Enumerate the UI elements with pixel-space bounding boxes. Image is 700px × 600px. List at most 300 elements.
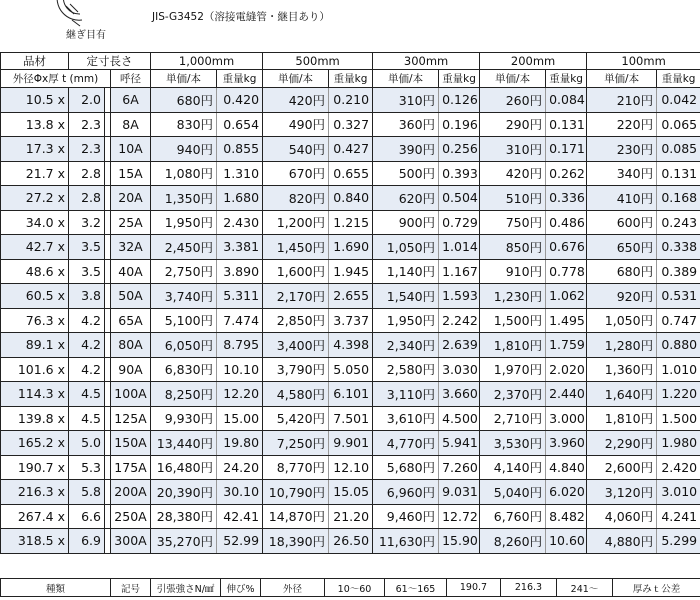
nominal-size-cell: 10A xyxy=(111,137,151,162)
outer-diameter-cell: 76.3 x xyxy=(1,308,69,333)
outer-diameter-cell: 13.8 x xyxy=(1,112,69,137)
thickness-cell: 6.6 xyxy=(69,504,105,529)
outer-diameter-cell: 267.4 x xyxy=(1,504,69,529)
unit-price-cell: 3,110円 xyxy=(373,382,439,407)
weight-cell: 4.500 xyxy=(439,406,480,431)
unit-price-header: 単価/本 xyxy=(151,70,217,88)
unit-price-cell: 9,460円 xyxy=(373,504,439,529)
outer-diameter-cell: 165.2 x xyxy=(1,431,69,456)
unit-price-cell: 1,360円 xyxy=(587,357,657,382)
weight-cell: 52.99 xyxy=(217,529,263,554)
spec-thickness-tolerance-header: 厚みｔ公差 xyxy=(613,579,700,597)
weight-cell: 0.654 xyxy=(217,112,263,137)
thickness-cell: 5.0 xyxy=(69,431,105,456)
outer-diameter-cell: 60.5 x xyxy=(1,284,69,309)
weight-cell: 1.945 xyxy=(329,259,373,284)
weight-cell: 7.260 xyxy=(439,455,480,480)
weight-cell: 0.389 xyxy=(657,259,700,284)
unit-price-cell: 4,880円 xyxy=(587,529,657,554)
table-row xyxy=(1,333,700,358)
nominal-size-cell: 300A xyxy=(111,529,151,554)
weight-cell: 2.430 xyxy=(217,210,263,235)
nominal-size-cell: 32A xyxy=(111,235,151,260)
unit-price-cell: 680円 xyxy=(151,88,217,113)
unit-price-cell: 2,290円 xyxy=(587,431,657,456)
unit-price-cell: 750円 xyxy=(480,210,546,235)
weight-cell: 30.10 xyxy=(217,480,263,505)
unit-price-cell: 2,450円 xyxy=(151,235,217,260)
thickness-cell: 4.2 xyxy=(69,357,105,382)
weight-cell: 0.243 xyxy=(657,210,700,235)
weight-cell: 0.042 xyxy=(657,88,700,113)
unit-price-cell: 1,540円 xyxy=(373,284,439,309)
thickness-cell: 3.5 xyxy=(69,235,105,260)
weight-cell: 0.747 xyxy=(657,308,700,333)
unit-price-cell: 18,390円 xyxy=(263,529,329,554)
unit-price-cell: 940円 xyxy=(151,137,217,162)
unit-price-cell: 1,810円 xyxy=(587,406,657,431)
unit-price-cell: 2,340円 xyxy=(373,333,439,358)
unit-price-cell: 7,250円 xyxy=(263,431,329,456)
unit-price-cell: 4,140円 xyxy=(480,455,546,480)
nominal-size-cell: 100A xyxy=(111,382,151,407)
unit-price-cell: 680円 xyxy=(587,259,657,284)
nominal-size-cell: 150A xyxy=(111,431,151,456)
outer-diameter-cell: 17.3 x xyxy=(1,137,69,162)
weight-cell: 0.336 xyxy=(546,186,587,211)
weight-cell: 1.759 xyxy=(546,333,587,358)
weight-cell: 0.504 xyxy=(439,186,480,211)
unit-price-cell: 11,630円 xyxy=(373,529,439,554)
unit-price-cell: 310円 xyxy=(480,137,546,162)
unit-price-cell: 1,500円 xyxy=(480,308,546,333)
nominal-size-cell: 15A xyxy=(111,161,151,186)
weight-cell: 0.131 xyxy=(546,112,587,137)
unit-price-cell: 1,080円 xyxy=(151,161,217,186)
weight-header: 重量kg xyxy=(546,70,587,88)
weight-cell: 1.215 xyxy=(329,210,373,235)
weight-cell: 0.531 xyxy=(657,284,700,309)
weight-cell: 2.440 xyxy=(546,382,587,407)
unit-price-cell: 2,370円 xyxy=(480,382,546,407)
unit-price-cell: 920円 xyxy=(587,284,657,309)
nominal-size-cell: 8A xyxy=(111,112,151,137)
unit-price-cell: 220円 xyxy=(587,112,657,137)
weight-cell: 1.220 xyxy=(657,382,700,407)
header-row-columns xyxy=(1,70,700,88)
outer-diameter-cell: 190.7 x xyxy=(1,455,69,480)
unit-price-cell: 6,760円 xyxy=(480,504,546,529)
weight-header: 重量kg xyxy=(657,70,700,88)
spec-header-row xyxy=(1,579,700,597)
thickness-cell: 4.5 xyxy=(69,382,105,407)
unit-price-cell: 2,600円 xyxy=(587,455,657,480)
table-row xyxy=(1,137,700,162)
weight-cell: 0.256 xyxy=(439,137,480,162)
unit-price-header: 単価/本 xyxy=(587,70,657,88)
nominal-size-cell: 80A xyxy=(111,333,151,358)
nominal-size-cell: 125A xyxy=(111,406,151,431)
weight-cell: 1.680 xyxy=(217,186,263,211)
table-row xyxy=(1,112,700,137)
weight-cell: 9.901 xyxy=(329,431,373,456)
unit-price-cell: 4,580円 xyxy=(263,382,329,407)
table-row xyxy=(1,504,700,529)
weight-cell: 19.80 xyxy=(217,431,263,456)
spec-range-4: 216.3 xyxy=(501,579,557,597)
spec-elongation-header: 伸び% xyxy=(221,579,261,597)
weight-cell: 0.171 xyxy=(546,137,587,162)
weight-cell: 2.420 xyxy=(657,455,700,480)
price-table xyxy=(0,52,700,554)
weight-cell: 0.427 xyxy=(329,137,373,162)
unit-price-cell: 1,950円 xyxy=(151,210,217,235)
outer-diameter-cell: 27.2 x xyxy=(1,186,69,211)
weight-cell: 1.010 xyxy=(657,357,700,382)
unit-price-cell: 2,580円 xyxy=(373,357,439,382)
nominal-size-cell: 50A xyxy=(111,284,151,309)
nominal-header: 呼径 xyxy=(111,70,151,88)
standard-label: JIS-G3452（溶接電縫管・継目あり） xyxy=(152,11,330,23)
thickness-cell: 3.2 xyxy=(69,210,105,235)
unit-price-header: 単価/本 xyxy=(373,70,439,88)
unit-price-cell: 3,790円 xyxy=(263,357,329,382)
unit-price-cell: 1,280円 xyxy=(587,333,657,358)
unit-price-cell: 1,350円 xyxy=(151,186,217,211)
thickness-cell: 5.3 xyxy=(69,455,105,480)
unit-price-cell: 1,050円 xyxy=(373,235,439,260)
weight-cell: 26.50 xyxy=(329,529,373,554)
unit-price-cell: 5,100円 xyxy=(151,308,217,333)
weight-cell: 0.655 xyxy=(329,161,373,186)
outer-diameter-cell: 42.7 x xyxy=(1,235,69,260)
unit-price-cell: 2,170円 xyxy=(263,284,329,309)
cut-length-header: 定寸長さ xyxy=(69,53,151,70)
unit-price-cell: 8,250円 xyxy=(151,382,217,407)
unit-price-cell: 540円 xyxy=(263,137,329,162)
unit-price-cell: 8,260円 xyxy=(480,529,546,554)
weight-cell: 3.660 xyxy=(439,382,480,407)
unit-price-cell: 1,050円 xyxy=(587,308,657,333)
unit-price-cell: 620円 xyxy=(373,186,439,211)
weight-cell: 0.676 xyxy=(546,235,587,260)
unit-price-cell: 290円 xyxy=(480,112,546,137)
unit-price-cell: 510円 xyxy=(480,186,546,211)
unit-price-cell: 1,140円 xyxy=(373,259,439,284)
spec-od-header: 外径 xyxy=(261,579,325,597)
weight-cell: 12.72 xyxy=(439,504,480,529)
weight-cell: 3.890 xyxy=(217,259,263,284)
weight-cell: 2.655 xyxy=(329,284,373,309)
weight-cell: 6.020 xyxy=(546,480,587,505)
weight-cell: 0.486 xyxy=(546,210,587,235)
unit-price-header: 単価/本 xyxy=(263,70,329,88)
weight-cell: 3.030 xyxy=(439,357,480,382)
weight-cell: 0.126 xyxy=(439,88,480,113)
table-row xyxy=(1,235,700,260)
spec-code-header: 記号 xyxy=(111,579,151,597)
unit-price-cell: 6,960円 xyxy=(373,480,439,505)
unit-price-cell: 500円 xyxy=(373,161,439,186)
outer-diameter-cell: 10.5 x xyxy=(1,88,69,113)
table-row xyxy=(1,382,700,407)
nominal-size-cell: 25A xyxy=(111,210,151,235)
length-header-300: 300mm xyxy=(373,53,480,70)
weight-cell: 3.381 xyxy=(217,235,263,260)
unit-price-cell: 3,120円 xyxy=(587,480,657,505)
unit-price-cell: 1,230円 xyxy=(480,284,546,309)
weight-header: 重量kg xyxy=(439,70,480,88)
weight-cell: 10.10 xyxy=(217,357,263,382)
weight-cell: 8.482 xyxy=(546,504,587,529)
weight-cell: 4.398 xyxy=(329,333,373,358)
weight-cell: 2.639 xyxy=(439,333,480,358)
nominal-size-cell: 200A xyxy=(111,480,151,505)
weight-cell: 0.327 xyxy=(329,112,373,137)
unit-price-cell: 600円 xyxy=(587,210,657,235)
spec-type-header: 種類 xyxy=(1,579,111,597)
spec-range-3: 190.7 xyxy=(447,579,501,597)
unit-price-cell: 1,970円 xyxy=(480,357,546,382)
unit-price-cell: 420円 xyxy=(263,88,329,113)
weight-cell: 4.241 xyxy=(657,504,700,529)
table-row xyxy=(1,161,700,186)
weight-cell: 9.031 xyxy=(439,480,480,505)
unit-price-cell: 410円 xyxy=(587,186,657,211)
unit-price-cell: 1,810円 xyxy=(480,333,546,358)
thickness-cell: 4.2 xyxy=(69,308,105,333)
thickness-cell: 4.2 xyxy=(69,333,105,358)
unit-price-cell: 16,480円 xyxy=(151,455,217,480)
weight-cell: 0.131 xyxy=(657,161,700,186)
unit-price-cell: 230円 xyxy=(587,137,657,162)
top-header xyxy=(0,0,700,52)
unit-price-cell: 4,770円 xyxy=(373,431,439,456)
outer-diameter-cell: 89.1 x xyxy=(1,333,69,358)
unit-price-cell: 14,870円 xyxy=(263,504,329,529)
weight-cell: 6.101 xyxy=(329,382,373,407)
unit-price-cell: 820円 xyxy=(263,186,329,211)
weight-cell: 1.500 xyxy=(657,406,700,431)
table-row xyxy=(1,284,700,309)
unit-price-cell: 360円 xyxy=(373,112,439,137)
spec-tensile-header: 引張強さN/㎟ xyxy=(151,579,221,597)
material-header: 品材 xyxy=(1,53,69,70)
unit-price-cell: 210円 xyxy=(587,88,657,113)
weight-cell: 8.795 xyxy=(217,333,263,358)
unit-price-cell: 10,790円 xyxy=(263,480,329,505)
thickness-cell: 2.8 xyxy=(69,161,105,186)
table-row xyxy=(1,529,700,554)
weight-cell: 1.495 xyxy=(546,308,587,333)
thickness-cell: 6.9 xyxy=(69,529,105,554)
outer-diameter-cell: 139.8 x xyxy=(1,406,69,431)
unit-price-cell: 2,850円 xyxy=(263,308,329,333)
unit-price-cell: 5,680円 xyxy=(373,455,439,480)
outer-diameter-cell: 101.6 x xyxy=(1,357,69,382)
unit-price-cell: 420円 xyxy=(480,161,546,186)
unit-price-cell: 910円 xyxy=(480,259,546,284)
weight-cell: 7.501 xyxy=(329,406,373,431)
nominal-size-cell: 20A xyxy=(111,186,151,211)
unit-price-cell: 830円 xyxy=(151,112,217,137)
outer-diameter-cell: 21.7 x xyxy=(1,161,69,186)
unit-price-cell: 3,610円 xyxy=(373,406,439,431)
nominal-size-cell: 90A xyxy=(111,357,151,382)
weight-cell: 12.20 xyxy=(217,382,263,407)
unit-price-cell: 1,640円 xyxy=(587,382,657,407)
thickness-cell: 2.3 xyxy=(69,112,105,137)
unit-price-cell: 490円 xyxy=(263,112,329,137)
weight-cell: 0.840 xyxy=(329,186,373,211)
weld-seam-label: 継ぎ目有 xyxy=(66,30,106,41)
unit-price-cell: 900円 xyxy=(373,210,439,235)
weight-cell: 3.000 xyxy=(546,406,587,431)
weight-cell: 3.010 xyxy=(657,480,700,505)
weight-cell: 5.941 xyxy=(439,431,480,456)
weight-cell: 0.196 xyxy=(439,112,480,137)
weight-cell: 1.593 xyxy=(439,284,480,309)
unit-price-cell: 850円 xyxy=(480,235,546,260)
unit-price-cell: 20,390円 xyxy=(151,480,217,505)
weight-cell: 0.262 xyxy=(546,161,587,186)
weight-cell: 0.778 xyxy=(546,259,587,284)
thickness-cell: 2.3 xyxy=(69,137,105,162)
weight-cell: 42.41 xyxy=(217,504,263,529)
unit-price-cell: 1,950円 xyxy=(373,308,439,333)
unit-price-cell: 3,400円 xyxy=(263,333,329,358)
weight-cell: 0.085 xyxy=(657,137,700,162)
header-row-lengths xyxy=(1,53,700,70)
unit-price-cell: 6,830円 xyxy=(151,357,217,382)
outer-diameter-cell: 216.3 x xyxy=(1,480,69,505)
weight-header: 重量kg xyxy=(329,70,373,88)
od-thickness-header: 外径Φx厚 t (mm) xyxy=(1,70,111,88)
unit-price-cell: 1,200円 xyxy=(263,210,329,235)
unit-price-cell: 6,050円 xyxy=(151,333,217,358)
weight-cell: 15.05 xyxy=(329,480,373,505)
length-header-200: 200mm xyxy=(480,53,587,70)
nominal-size-cell: 65A xyxy=(111,308,151,333)
unit-price-cell: 1,450円 xyxy=(263,235,329,260)
weight-cell: 2.020 xyxy=(546,357,587,382)
weight-cell: 1.310 xyxy=(217,161,263,186)
table-row xyxy=(1,406,700,431)
weight-cell: 7.474 xyxy=(217,308,263,333)
weight-cell: 0.338 xyxy=(657,235,700,260)
thickness-cell: 2.8 xyxy=(69,186,105,211)
weight-cell: 0.880 xyxy=(657,333,700,358)
unit-price-cell: 310円 xyxy=(373,88,439,113)
weight-header: 重量kg xyxy=(217,70,263,88)
weight-cell: 5.311 xyxy=(217,284,263,309)
unit-price-header: 単価/本 xyxy=(480,70,546,88)
weight-cell: 0.168 xyxy=(657,186,700,211)
length-header-1000: 1,000mm xyxy=(151,53,263,70)
spec-range-5: 241～ xyxy=(557,579,613,597)
weight-cell: 15.90 xyxy=(439,529,480,554)
weight-cell: 1.690 xyxy=(329,235,373,260)
weight-cell: 0.729 xyxy=(439,210,480,235)
table-row xyxy=(1,357,700,382)
nominal-size-cell: 6A xyxy=(111,88,151,113)
unit-price-cell: 390円 xyxy=(373,137,439,162)
thickness-cell: 5.8 xyxy=(69,480,105,505)
weight-cell: 0.393 xyxy=(439,161,480,186)
unit-price-cell: 2,710円 xyxy=(480,406,546,431)
weight-cell: 4.840 xyxy=(546,455,587,480)
thickness-cell: 3.8 xyxy=(69,284,105,309)
nominal-size-cell: 40A xyxy=(111,259,151,284)
unit-price-cell: 5,420円 xyxy=(263,406,329,431)
thickness-cell: 4.5 xyxy=(69,406,105,431)
unit-price-cell: 3,740円 xyxy=(151,284,217,309)
nominal-size-cell: 175A xyxy=(111,455,151,480)
nominal-size-cell: 250A xyxy=(111,504,151,529)
weight-cell: 1.980 xyxy=(657,431,700,456)
weight-cell: 2.242 xyxy=(439,308,480,333)
weight-cell: 10.60 xyxy=(546,529,587,554)
spec-range-1: 10～60 xyxy=(325,579,385,597)
weight-cell: 3.960 xyxy=(546,431,587,456)
unit-price-cell: 650円 xyxy=(587,235,657,260)
table-row xyxy=(1,308,700,333)
table-row xyxy=(1,455,700,480)
length-header-100: 100mm xyxy=(587,53,700,70)
weight-cell: 15.00 xyxy=(217,406,263,431)
unit-price-cell: 2,750円 xyxy=(151,259,217,284)
unit-price-cell: 670円 xyxy=(263,161,329,186)
outer-diameter-cell: 114.3 x xyxy=(1,382,69,407)
unit-price-cell: 1,600円 xyxy=(263,259,329,284)
length-header-500: 500mm xyxy=(263,53,373,70)
thickness-cell: 3.5 xyxy=(69,259,105,284)
unit-price-cell: 5,040円 xyxy=(480,480,546,505)
weight-cell: 0.084 xyxy=(546,88,587,113)
table-row xyxy=(1,186,700,211)
spec-table xyxy=(0,578,700,597)
outer-diameter-cell: 48.6 x xyxy=(1,259,69,284)
weight-cell: 21.20 xyxy=(329,504,373,529)
unit-price-cell: 3,530円 xyxy=(480,431,546,456)
weight-cell: 0.420 xyxy=(217,88,263,113)
outer-diameter-cell: 34.0 x xyxy=(1,210,69,235)
unit-price-cell: 340円 xyxy=(587,161,657,186)
weight-cell: 1.062 xyxy=(546,284,587,309)
unit-price-cell: 13,440円 xyxy=(151,431,217,456)
table-row xyxy=(1,88,700,113)
unit-price-cell: 8,770円 xyxy=(263,455,329,480)
table-row xyxy=(1,480,700,505)
unit-price-cell: 35,270円 xyxy=(151,529,217,554)
unit-price-cell: 9,930円 xyxy=(151,406,217,431)
table-row xyxy=(1,431,700,456)
weight-cell: 12.10 xyxy=(329,455,373,480)
weight-cell: 5.299 xyxy=(657,529,700,554)
unit-price-cell: 28,380円 xyxy=(151,504,217,529)
weight-cell: 1.167 xyxy=(439,259,480,284)
table-row xyxy=(1,210,700,235)
weight-cell: 0.210 xyxy=(329,88,373,113)
unit-price-cell: 260円 xyxy=(480,88,546,113)
thickness-cell: 2.0 xyxy=(69,88,105,113)
spec-range-2: 61～165 xyxy=(385,579,447,597)
weight-cell: 5.050 xyxy=(329,357,373,382)
weight-cell: 0.065 xyxy=(657,112,700,137)
weight-cell: 24.20 xyxy=(217,455,263,480)
weight-cell: 0.855 xyxy=(217,137,263,162)
weight-cell: 1.014 xyxy=(439,235,480,260)
